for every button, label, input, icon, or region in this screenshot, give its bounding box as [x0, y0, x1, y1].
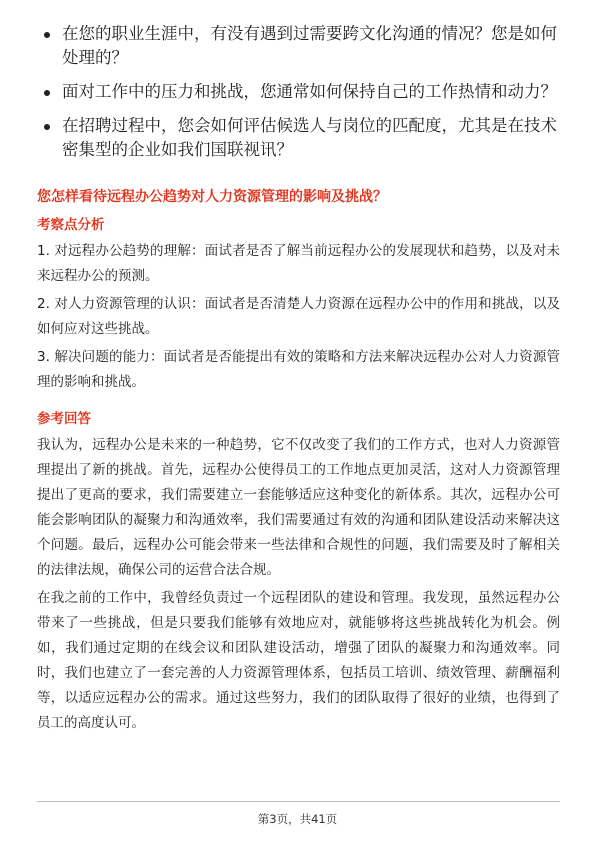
analysis-title: 考察点分析 [37, 217, 105, 233]
page-number: 第3页，共41页 [257, 812, 338, 826]
analysis-point: 1. 对远程办公趋势的理解：面试者是否了解当前远程办公的发展现状和趋势，以及对未来远程办公的预测。 [37, 243, 560, 284]
footer-divider [37, 801, 560, 802]
bullet-text: 面对工作中的压力和挑战，您通常如何保持自己的工作热情和动力？ [62, 82, 557, 101]
bullet-dot-icon [44, 124, 50, 130]
answer-title: 参考回答 [37, 411, 91, 427]
analysis-point: 3. 解决问题的能力：面试者是否能提出有效的策略和方法来解决远程办公对人力资源管理的影响和挑战。 [37, 349, 560, 390]
answer-paragraph: 我认为，远程办公是未来的一种趋势，它不仅改变了我们的工作方式，也对人力资源管理提出了新的挑战。首先，远程办公使得员工的工作地点更加灵活，这对人力资源管理提出了更高的要求，我们需要建立一套能够适应这种变化的新体系。其次，远程办公可能会影响团队的凝聚力和沟通效率，我们需要通过有效的沟通和团队建设活动来解决这个问题。最后，远程办公可能会带来一些法律和合规性的问题，我们需要及时了解相关的法律法规，确保公司的运营合法合规。 [37, 437, 560, 578]
bullet-item [40, 80, 560, 104]
bullet-dot-icon [44, 32, 50, 38]
bullet-dot-icon [44, 90, 50, 96]
main-content [37, 186, 560, 739]
answer-paragraph: 在我之前的工作中，我曾经负责过一个远程团队的建设和管理。我发现，虽然远程办公带来了一些挑战，但是只要我们能够有效地应对，就能够将这些挑战转化为机会。例如，我们通过定期的在线会议和团队建设活动，增强了团队的凝聚力和沟通效率。同时，我们也建立了一套完善的人力资源管理体系，包括员工培训、绩效管理、薪酬福利等，以适应远程办公的需求。通过这些努力，我们的团队取得了很好的业绩，也得到了员工的高度认可。 [37, 590, 560, 731]
bullet-text: 在您的职业生涯中，有没有遇到过需要跨文化沟通的情况？您是如何处理的？ [62, 24, 557, 67]
analysis-point: 2. 对人力资源管理的认识：面试者是否清楚人力资源在远程办公中的作用和挑战，以及如何应对这些挑战。 [37, 296, 560, 337]
section-spacer [37, 398, 560, 408]
question-heading: 您怎样看待远程办公趋势对人力资源管理的影响及挑战？ [37, 189, 387, 205]
question-bullet-list [40, 22, 560, 172]
bullet-item [40, 22, 560, 70]
bullet-item [40, 114, 560, 162]
bullet-text: 在招聘过程中，您会如何评估候选人与岗位的匹配度，尤其是在技术密集型的企业如我们国联视讯？ [62, 116, 557, 159]
